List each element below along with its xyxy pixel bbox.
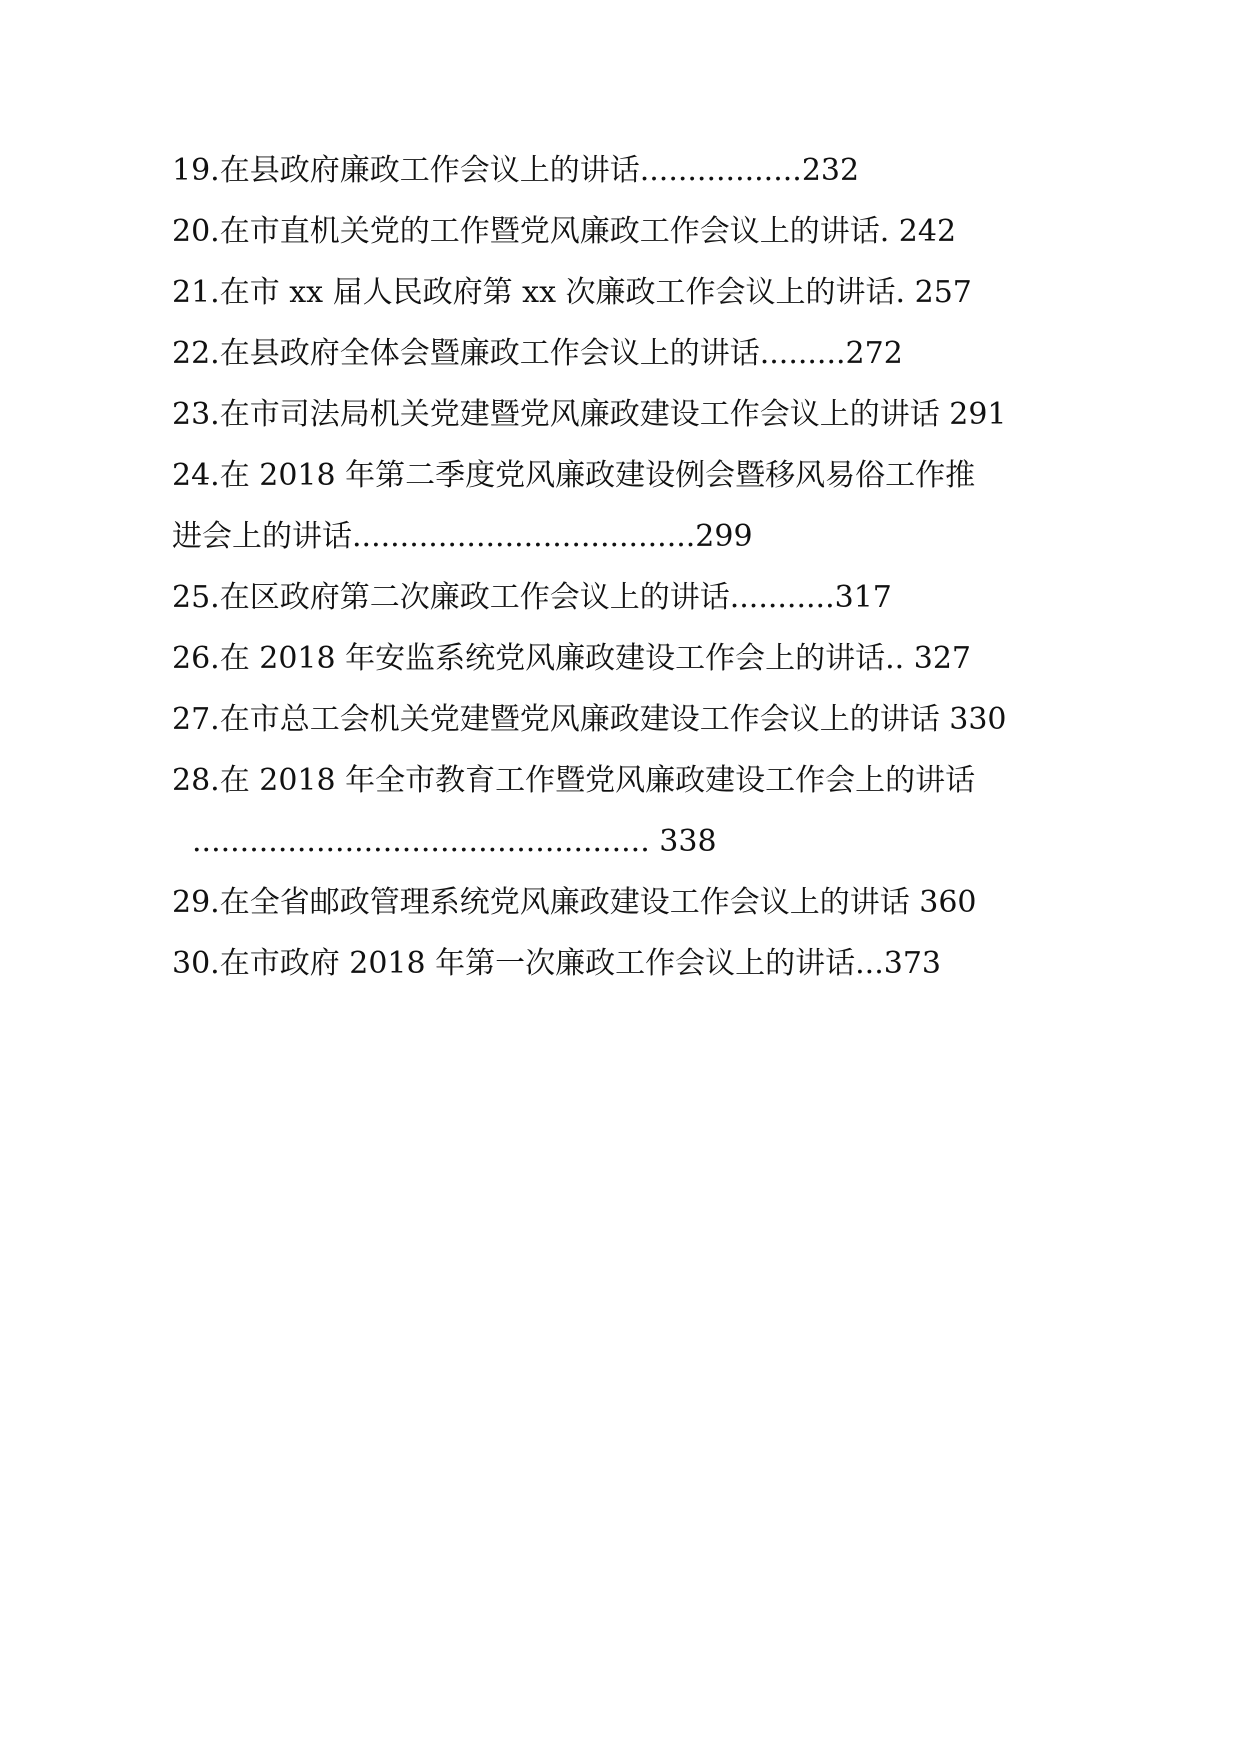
toc-entry-20: 20.在市直机关党的工作暨党风廉政工作会议上的讲话. 242 [172, 214, 957, 249]
table-of-contents [172, 140, 1092, 994]
toc-entry-26: 26.在 2018 年安监系统党风廉政建设工作会上的讲话.. 327 [172, 641, 971, 676]
toc-entry-19: 19.在县政府廉政工作会议上的讲话.................232 [172, 153, 860, 188]
toc-entry-27: 27.在市总工会机关党建暨党风廉政建设工作会议上的讲话 330 [172, 702, 1007, 737]
toc-entry-30: 30.在市政府 2018 年第一次廉政工作会议上的讲话...373 [172, 946, 941, 981]
toc-entry-23: 23.在市司法局机关党建暨党风廉政建设工作会议上的讲话 291 [172, 397, 1007, 432]
toc-entry-22: 22.在县政府全体会暨廉政工作会议上的讲话.........272 [172, 336, 903, 371]
toc-entry-29: 29.在全省邮政管理系统党风廉政建设工作会议上的讲话 360 [172, 885, 977, 920]
toc-entry-28: 28.在 2018 年全市教育工作暨党风廉政建设工作会上的讲话 [172, 763, 976, 798]
toc-entry-24-continuation: 进会上的讲话....................................299 [172, 519, 753, 554]
toc-entry-25: 25.在区政府第二次廉政工作会议上的讲话...........317 [172, 580, 892, 615]
toc-entry-21: 21.在市 xx 届人民政府第 xx 次廉政工作会议上的讲话. 257 [172, 275, 972, 310]
toc-entry-24: 24.在 2018 年第二季度党风廉政建设例会暨移风易俗工作推 [172, 458, 976, 493]
toc-entry-28-continuation: ................................................ 338 [192, 824, 717, 859]
